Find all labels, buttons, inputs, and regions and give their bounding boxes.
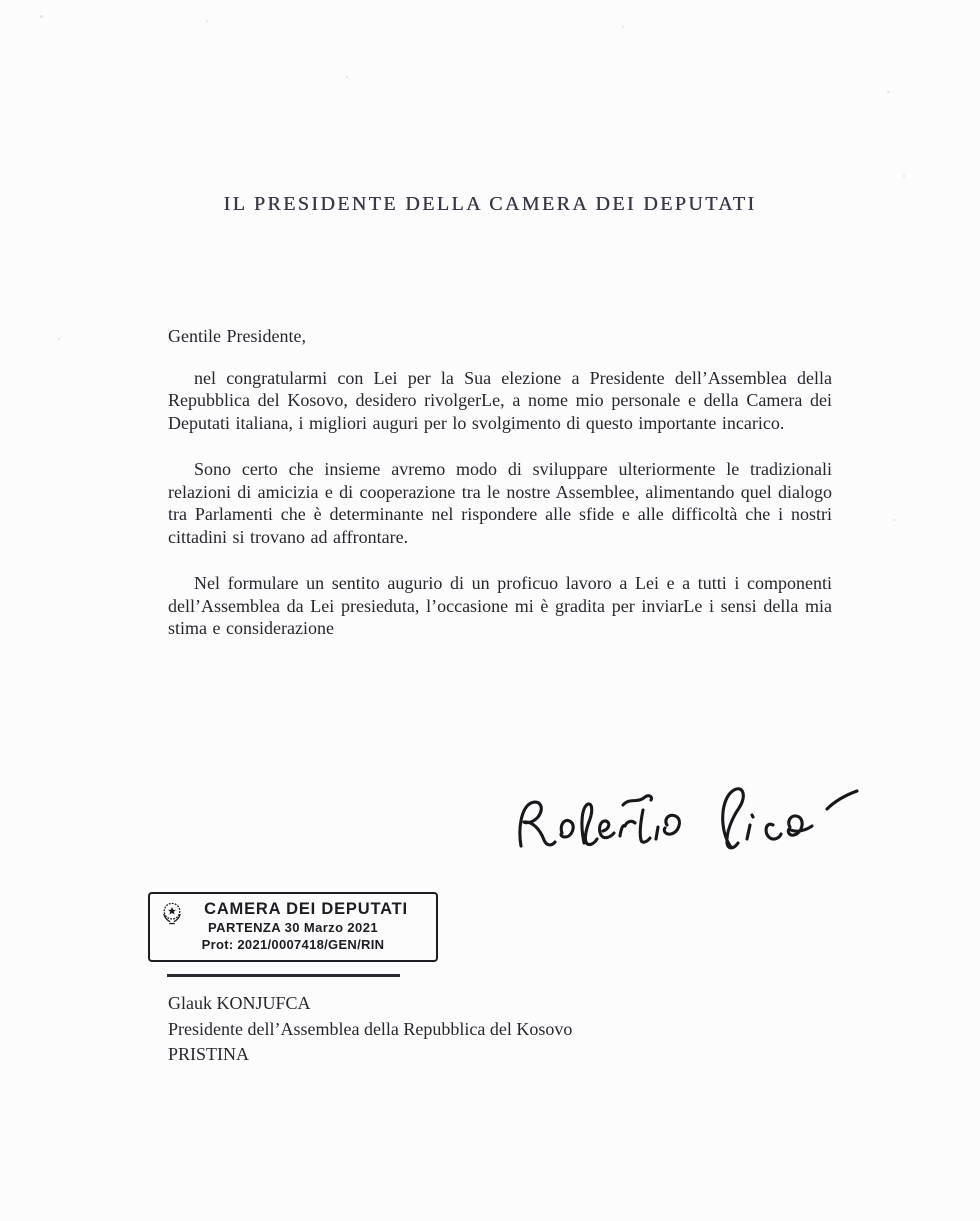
scan-speck	[903, 175, 905, 177]
salutation: Gentile Presidente,	[168, 326, 306, 346]
letterhead-title: IL PRESIDENTE DELLA CAMERA DEI DEPUTATI	[223, 193, 757, 215]
italy-emblem-icon	[161, 901, 183, 925]
scan-speck	[40, 15, 43, 18]
scan-speck	[893, 519, 895, 521]
paragraph-3: Nel formulare un sentito augurio di un proficuo lavoro a Lei e a tutti i componenti dell’Assemblea da Lei presieduta, l’occasione mi è gradita per inviarLe i sensi della mia stima e considerazione	[168, 573, 832, 638]
stamp-protocol: Prot: 2021/0007418/GEN/RIN	[201, 937, 385, 952]
scan-speck	[206, 20, 208, 22]
protocol-stamp	[148, 892, 438, 962]
recipient-city: PRISTINA	[168, 1044, 250, 1064]
scan-speck	[622, 26, 624, 28]
paragraph-1: nel congratularmi con Lei per la Sua elezione a Presidente dell’Assemblea della Repubblica del Kosovo, desidero rivolgerLe, a nome mio personale e della Camera dei Deputati italiana, i migliori auguri per lo svolgimento di questo importante incarico.	[168, 367, 832, 433]
scan-speck	[887, 91, 890, 93]
underline-rule	[167, 974, 400, 977]
letter-body	[168, 325, 832, 664]
handwritten-signature	[505, 762, 877, 866]
scan-speck	[58, 338, 60, 340]
stamp-departure: PARTENZA 30 Marzo 2021	[208, 920, 378, 935]
recipient-name: Glauk KONJUFCA	[168, 993, 311, 1013]
recipient-title: Presidente dell’Assemblea della Repubblica del Kosovo	[168, 1018, 573, 1039]
recipient-block	[168, 991, 768, 1068]
paragraph-2: Sono certo che insieme avremo modo di sviluppare ulteriormente le tradizionali relazioni di amicizia e di cooperazione tra le nostre Assemblee, alimentando quel dialogo tra Parlamenti che è determinante nel rispondere alle sfide e alle difficoltà che i nostri cittadini si trovano ad affrontare.	[168, 459, 832, 547]
signature-scrawl-icon	[505, 762, 877, 866]
stamp-org: CAMERA DEI DEPUTATI	[204, 900, 408, 918]
scan-speck	[346, 76, 348, 78]
